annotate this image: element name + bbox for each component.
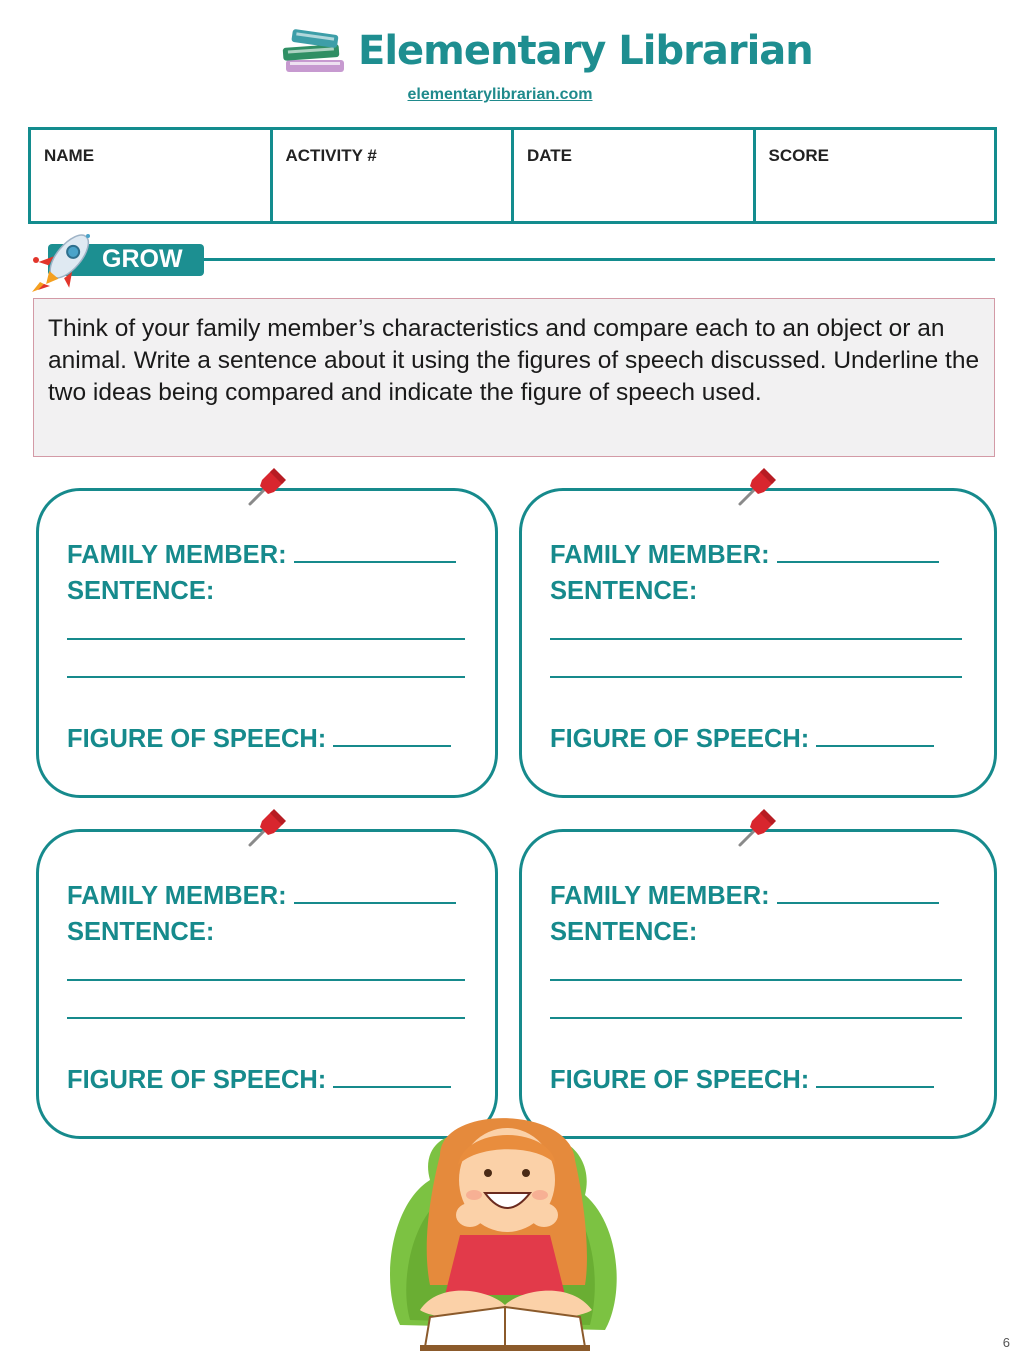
section-divider (195, 258, 995, 261)
family-member-blank[interactable] (294, 539, 456, 563)
sentence-line[interactable] (67, 638, 465, 640)
pushpin-icon (734, 464, 780, 510)
response-card (519, 488, 997, 798)
sentence-line[interactable] (67, 979, 465, 981)
family-member-blank[interactable] (777, 539, 939, 563)
sentence-line[interactable] (67, 1017, 465, 1019)
section-label: GROW (48, 244, 204, 276)
family-member-prompt: FAMILY MEMBER: (67, 539, 456, 570)
girl-reading-illustration (370, 1085, 640, 1355)
pushpin-icon (734, 805, 780, 851)
instruction-text: Think of your family member’s characteristics and compare each to an object or an animal. Write a sentence about it using the figures of speech discussed. Underline the two ideas being compared and indicate the figure of speech used. (33, 298, 995, 457)
date-field[interactable]: DATE (514, 130, 756, 221)
pushpin-icon (244, 464, 290, 510)
response-card (36, 488, 498, 798)
family-member-prompt: FAMILY MEMBER: (550, 539, 939, 570)
books-icon (280, 24, 350, 80)
sentence-line[interactable] (550, 979, 962, 981)
site-logo (280, 22, 813, 82)
family-member-blank[interactable] (777, 880, 939, 904)
figure-of-speech-prompt: FIGURE OF SPEECH: (550, 1064, 934, 1095)
student-info-table (28, 127, 997, 224)
page-number: 6 (1002, 1335, 1010, 1350)
sentence-label: SENTENCE: (550, 577, 698, 605)
pushpin-icon (244, 805, 290, 851)
site-url-link[interactable]: elementarylibrarian.com (407, 86, 593, 103)
figure-of-speech-prompt: FIGURE OF SPEECH: (550, 723, 934, 754)
sentence-line[interactable] (550, 638, 962, 640)
logo-text: Elementary Librarian (358, 28, 813, 74)
sentence-line[interactable] (550, 676, 962, 678)
sentence-line[interactable] (550, 1017, 962, 1019)
family-member-prompt: FAMILY MEMBER: (67, 880, 456, 911)
figure-of-speech-blank[interactable] (333, 723, 451, 747)
activity-field[interactable]: ACTIVITY # (273, 130, 515, 221)
sentence-label: SENTENCE: (67, 577, 215, 605)
rocket-icon (28, 226, 100, 294)
figure-of-speech-prompt: FIGURE OF SPEECH: (67, 723, 451, 754)
figure-of-speech-blank[interactable] (816, 723, 934, 747)
name-field[interactable]: NAME (31, 130, 273, 221)
score-field[interactable]: SCORE (768, 146, 829, 165)
sentence-label: SENTENCE: (67, 918, 215, 946)
sentence-label: SENTENCE: (550, 918, 698, 946)
figure-of-speech-blank[interactable] (816, 1064, 934, 1088)
sentence-line[interactable] (67, 676, 465, 678)
family-member-prompt: FAMILY MEMBER: (550, 880, 939, 911)
figure-of-speech-prompt: FIGURE OF SPEECH: (67, 1064, 451, 1095)
family-member-blank[interactable] (294, 880, 456, 904)
